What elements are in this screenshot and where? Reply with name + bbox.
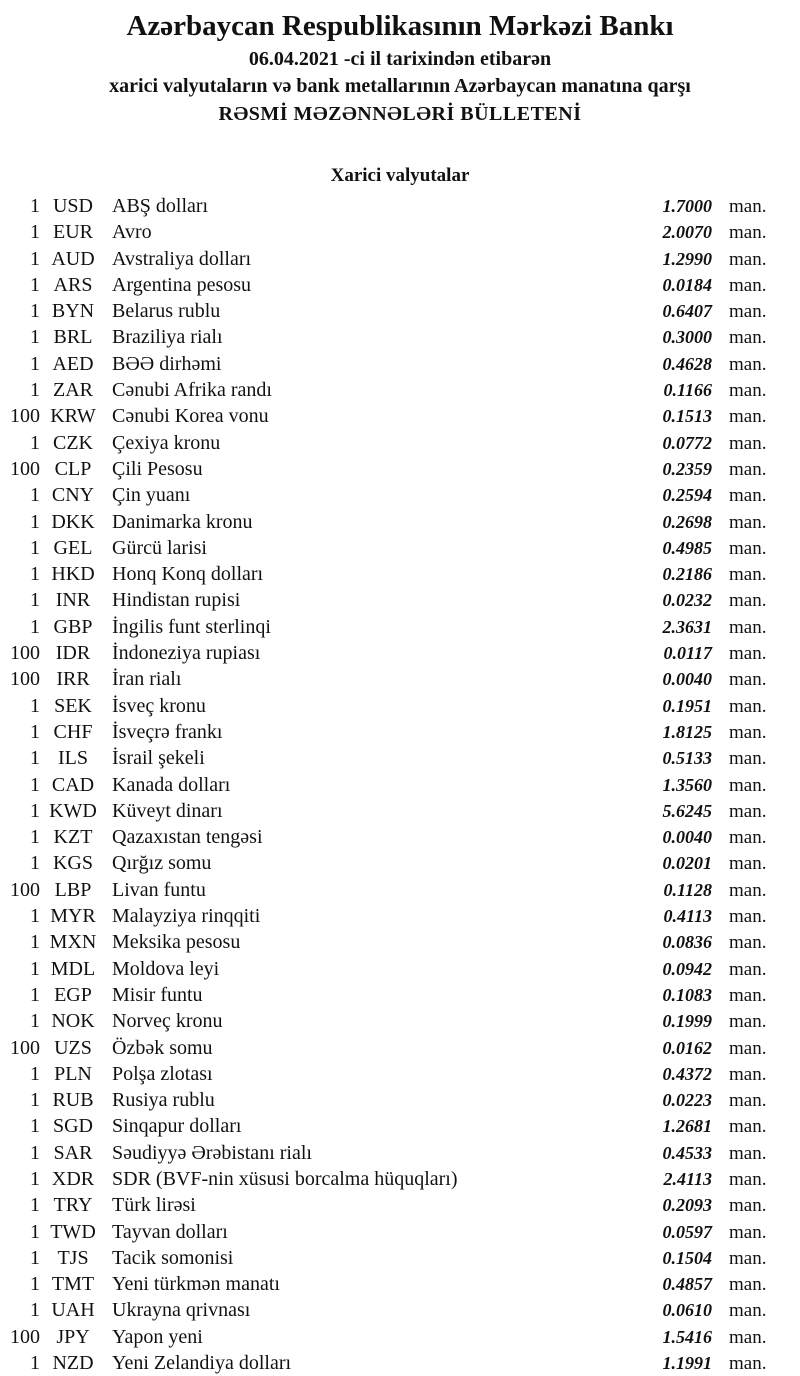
currency-code-cell: MDL bbox=[50, 957, 96, 980]
table-row bbox=[0, 1192, 800, 1218]
currency-name-cell: Livan funtu bbox=[112, 878, 206, 901]
unit-cell: man. bbox=[729, 643, 767, 665]
rate-value-cell: 0.2186 bbox=[662, 564, 712, 585]
currency-code-cell: XDR bbox=[51, 1167, 95, 1190]
currency-code-cell: TWD bbox=[50, 1220, 96, 1243]
rate-value-cell: 0.2698 bbox=[662, 511, 712, 532]
currency-name-cell: İsveç kronu bbox=[112, 694, 206, 717]
quantity-cell: 1 bbox=[30, 852, 40, 875]
table-row bbox=[0, 561, 800, 587]
unit-cell: man. bbox=[729, 590, 767, 612]
currency-code-cell: ILS bbox=[58, 747, 88, 770]
currency-name-cell: Özbək somu bbox=[112, 1036, 213, 1059]
currency-name-cell: Türk lirəsi bbox=[112, 1194, 196, 1217]
currency-name-cell: Ukrayna qrivnası bbox=[112, 1299, 251, 1322]
currency-code-cell: NZD bbox=[52, 1352, 94, 1375]
table-row bbox=[0, 1350, 800, 1376]
rate-value-cell: 0.4628 bbox=[662, 353, 712, 374]
currency-name-cell: Çin yuanı bbox=[112, 484, 191, 507]
unit-cell: man. bbox=[729, 800, 767, 822]
currency-name-cell: Sinqapur dolları bbox=[112, 1115, 242, 1138]
quantity-cell: 1 bbox=[30, 773, 40, 796]
currency-name-cell: Küveyt dinarı bbox=[112, 799, 223, 822]
currency-name-cell: Hindistan rupisi bbox=[112, 589, 241, 612]
currency-code-cell: CAD bbox=[51, 773, 95, 796]
unit-cell: man. bbox=[729, 1195, 767, 1217]
table-row bbox=[0, 850, 800, 876]
quantity-cell: 1 bbox=[30, 1352, 40, 1375]
table-row bbox=[0, 1087, 800, 1113]
rate-value-cell: 1.8125 bbox=[662, 721, 712, 742]
quantity-cell: 1 bbox=[30, 300, 40, 323]
currency-name-cell: İngilis funt sterlinqi bbox=[112, 615, 271, 638]
table-row bbox=[0, 1035, 800, 1061]
rate-value-cell: 0.0942 bbox=[662, 958, 712, 979]
quantity-cell: 1 bbox=[30, 694, 40, 717]
table-row bbox=[0, 640, 800, 666]
currency-code-cell: ZAR bbox=[53, 379, 93, 402]
currency-name-cell: Malayziya rinqqiti bbox=[112, 905, 261, 928]
rate-value-cell: 0.4985 bbox=[662, 537, 712, 558]
quantity-cell: 1 bbox=[30, 1220, 40, 1243]
rate-value-cell: 0.1513 bbox=[662, 406, 712, 427]
unit-cell: man. bbox=[729, 748, 767, 770]
rate-value-cell: 0.0610 bbox=[662, 1300, 712, 1321]
quantity-cell: 1 bbox=[30, 931, 40, 954]
unit-cell: man. bbox=[729, 380, 767, 402]
currency-name-cell: Qırğız somu bbox=[112, 852, 212, 875]
quantity-cell: 1 bbox=[30, 352, 40, 375]
currency-code-cell: AUD bbox=[51, 247, 95, 270]
rate-value-cell: 0.0040 bbox=[662, 827, 712, 848]
currency-name-cell: Səudiyyə Ərəbistanı rialı bbox=[112, 1141, 312, 1164]
currency-code-cell: KWD bbox=[49, 799, 97, 822]
currency-code-cell: KZT bbox=[53, 826, 93, 849]
quantity-cell: 1 bbox=[30, 326, 40, 349]
unit-cell: man. bbox=[729, 485, 767, 507]
currency-name-cell: ABŞ dolları bbox=[112, 195, 209, 217]
bank-name-title: Azərbaycan Respublikasının Mərkəzi Bankı bbox=[126, 10, 674, 42]
table-row bbox=[0, 219, 800, 245]
table-row bbox=[0, 745, 800, 771]
currency-code-cell: KRW bbox=[50, 405, 96, 428]
table-row bbox=[0, 903, 800, 929]
currency-code-cell: JPY bbox=[56, 1325, 90, 1348]
table-row bbox=[0, 403, 800, 429]
quantity-cell: 100 bbox=[10, 457, 40, 480]
unit-cell: man. bbox=[729, 1116, 767, 1138]
bulletin-title: RƏSMİ MƏZƏNNƏLƏRİ BÜLLETENİ bbox=[218, 103, 582, 125]
table-row bbox=[0, 535, 800, 561]
rates-table bbox=[0, 193, 800, 1376]
table-row bbox=[0, 1061, 800, 1087]
table-row bbox=[0, 1324, 800, 1350]
rate-value-cell: 1.7000 bbox=[662, 196, 712, 216]
currency-code-cell: CZK bbox=[53, 431, 93, 454]
table-row bbox=[0, 824, 800, 850]
table-row bbox=[0, 430, 800, 456]
currency-name-cell: İsveçrə frankı bbox=[112, 720, 223, 743]
unit-cell: man. bbox=[729, 1300, 767, 1322]
currency-code-cell: KGS bbox=[52, 852, 93, 875]
currency-code-cell: INR bbox=[55, 589, 91, 612]
rate-value-cell: 0.0836 bbox=[662, 932, 712, 953]
currency-name-cell: Norveç kronu bbox=[112, 1010, 223, 1033]
unit-cell: man. bbox=[729, 327, 767, 349]
unit-cell: man. bbox=[729, 669, 767, 691]
unit-cell: man. bbox=[729, 1168, 767, 1190]
rate-value-cell: 1.5416 bbox=[662, 1326, 712, 1347]
rate-value-cell: 0.1166 bbox=[663, 380, 712, 401]
unit-cell: man. bbox=[729, 511, 767, 533]
rate-value-cell: 0.0184 bbox=[662, 274, 712, 295]
table-row bbox=[0, 666, 800, 692]
currency-code-cell: IDR bbox=[55, 642, 91, 665]
unit-cell: man. bbox=[729, 695, 767, 717]
currency-code-cell: BYN bbox=[51, 300, 95, 323]
currency-code-cell: UAH bbox=[51, 1299, 95, 1322]
currency-code-cell: HKD bbox=[51, 563, 95, 586]
rate-value-cell: 0.1083 bbox=[662, 984, 712, 1005]
currency-code-cell: LBP bbox=[54, 878, 92, 901]
rate-value-cell: 1.2990 bbox=[662, 248, 712, 269]
currency-name-cell: Avro bbox=[112, 221, 152, 244]
table-row bbox=[0, 324, 800, 350]
rate-value-cell: 1.1991 bbox=[662, 1353, 712, 1374]
currency-code-cell: USD bbox=[52, 195, 93, 217]
quantity-cell: 1 bbox=[30, 1115, 40, 1138]
unit-cell: man. bbox=[729, 879, 767, 901]
currency-name-cell: Tacik somonisi bbox=[112, 1246, 234, 1269]
currency-code-cell: TMT bbox=[51, 1273, 95, 1296]
unit-cell: man. bbox=[729, 196, 767, 217]
table-row bbox=[0, 509, 800, 535]
unit-cell: man. bbox=[729, 248, 767, 270]
unit-cell: man. bbox=[729, 1090, 767, 1112]
quantity-cell: 1 bbox=[30, 983, 40, 1006]
rate-value-cell: 0.6407 bbox=[662, 301, 712, 322]
unit-cell: man. bbox=[729, 301, 767, 323]
currency-name-cell: SDR (BVF-nin xüsusi borcalma hüquqları) bbox=[112, 1167, 458, 1190]
unit-cell: man. bbox=[729, 222, 767, 244]
table-row bbox=[0, 1113, 800, 1139]
rate-value-cell: 0.2093 bbox=[662, 1195, 712, 1216]
rate-value-cell: 0.0232 bbox=[662, 590, 712, 611]
quantity-cell: 1 bbox=[30, 1273, 40, 1296]
rate-value-cell: 0.2359 bbox=[662, 458, 712, 479]
quantity-cell: 1 bbox=[30, 1194, 40, 1217]
quantity-cell: 100 bbox=[10, 878, 40, 901]
unit-cell: man. bbox=[729, 406, 767, 428]
currency-name-cell: İsrail şekeli bbox=[112, 747, 205, 770]
rate-value-cell: 0.4372 bbox=[662, 1063, 712, 1084]
quantity-cell: 1 bbox=[30, 247, 40, 270]
unit-cell: man. bbox=[729, 458, 767, 480]
quantity-cell: 1 bbox=[30, 1010, 40, 1033]
rate-value-cell: 0.1951 bbox=[662, 695, 712, 716]
unit-cell: man. bbox=[729, 274, 767, 296]
unit-cell: man. bbox=[729, 432, 767, 454]
currency-code-cell: AED bbox=[52, 352, 94, 375]
currency-code-cell: CLP bbox=[54, 457, 92, 480]
currency-name-cell: Gürcü larisi bbox=[112, 536, 207, 559]
unit-cell: man. bbox=[729, 1011, 767, 1033]
table-row bbox=[0, 456, 800, 482]
currency-name-cell: Yapon yeni bbox=[112, 1325, 203, 1348]
currency-name-cell: Qazaxıstan tengəsi bbox=[112, 826, 263, 849]
rate-value-cell: 0.4857 bbox=[662, 1274, 712, 1295]
table-row bbox=[0, 956, 800, 982]
currency-code-cell: UZS bbox=[54, 1036, 92, 1059]
currency-code-cell: CNY bbox=[51, 484, 95, 507]
unit-cell: man. bbox=[729, 1353, 767, 1375]
quantity-cell: 100 bbox=[10, 1325, 40, 1348]
rate-value-cell: 2.3631 bbox=[662, 616, 712, 637]
currency-name-cell: Misir funtu bbox=[112, 983, 203, 1006]
currency-code-cell: SAR bbox=[53, 1141, 93, 1164]
rate-value-cell: 0.0201 bbox=[662, 853, 712, 874]
currency-code-cell: ARS bbox=[53, 273, 93, 296]
unit-cell: man. bbox=[729, 984, 767, 1006]
quantity-cell: 1 bbox=[30, 905, 40, 928]
unit-cell: man. bbox=[729, 1247, 767, 1269]
currency-code-cell: SEK bbox=[54, 694, 92, 717]
rate-value-cell: 1.3560 bbox=[662, 774, 712, 795]
rate-value-cell: 0.1128 bbox=[663, 879, 712, 900]
table-row bbox=[0, 693, 800, 719]
currency-name-cell: BƏƏ dirhəmi bbox=[112, 352, 222, 375]
currency-name-cell: Meksika pesosu bbox=[112, 931, 241, 954]
quantity-cell: 1 bbox=[30, 720, 40, 743]
rate-value-cell: 2.0070 bbox=[662, 222, 712, 243]
quantity-cell: 100 bbox=[10, 642, 40, 665]
unit-cell: man. bbox=[729, 827, 767, 849]
rate-value-cell: 0.0040 bbox=[662, 669, 712, 690]
quantity-cell: 1 bbox=[30, 484, 40, 507]
unit-cell: man. bbox=[729, 958, 767, 980]
quantity-cell: 1 bbox=[30, 1299, 40, 1322]
currency-name-cell: İran rialı bbox=[112, 668, 182, 691]
quantity-cell: 1 bbox=[30, 1141, 40, 1164]
currency-code-cell: MXN bbox=[49, 931, 97, 954]
table-row bbox=[0, 298, 800, 324]
quantity-cell: 1 bbox=[30, 957, 40, 980]
currency-name-cell: Honq Konq dolları bbox=[112, 563, 264, 586]
quantity-cell: 100 bbox=[10, 668, 40, 691]
currency-name-cell: İndoneziya rupiası bbox=[112, 642, 261, 665]
currency-code-cell: IRR bbox=[56, 668, 90, 691]
rate-value-cell: 2.4113 bbox=[663, 1168, 712, 1189]
table-row bbox=[0, 798, 800, 824]
quantity-cell: 100 bbox=[10, 405, 40, 428]
currency-code-cell: BRL bbox=[53, 326, 93, 349]
currency-name-cell: Moldova leyi bbox=[112, 957, 220, 980]
currency-name-cell: Argentina pesosu bbox=[112, 273, 252, 296]
currency-name-cell: Cənubi Afrika randı bbox=[112, 379, 272, 402]
quantity-cell: 1 bbox=[30, 799, 40, 822]
quantity-cell: 1 bbox=[30, 1062, 40, 1085]
currency-code-cell: TRY bbox=[53, 1194, 93, 1217]
table-row bbox=[0, 1219, 800, 1245]
unit-cell: man. bbox=[729, 774, 767, 796]
quantity-cell: 1 bbox=[30, 1167, 40, 1190]
quantity-cell: 1 bbox=[30, 589, 40, 612]
quantity-cell: 1 bbox=[30, 195, 40, 217]
currency-name-cell: Danimarka kronu bbox=[112, 510, 253, 533]
table-row bbox=[0, 1297, 800, 1323]
rate-value-cell: 0.0117 bbox=[663, 643, 712, 664]
effective-date-line: 06.04.2021 -ci il tarixindən etibarən bbox=[248, 48, 552, 70]
currency-name-cell: Rusiya rublu bbox=[112, 1089, 215, 1112]
table-row bbox=[0, 1008, 800, 1034]
unit-cell: man. bbox=[729, 1221, 767, 1243]
unit-cell: man. bbox=[729, 906, 767, 928]
currency-name-cell: Yeni Zelandiya dolları bbox=[112, 1352, 292, 1375]
quantity-cell: 1 bbox=[30, 1089, 40, 1112]
table-row bbox=[0, 377, 800, 403]
currency-code-cell: CHF bbox=[53, 720, 93, 743]
currency-code-cell: RUB bbox=[52, 1089, 94, 1112]
rate-value-cell: 0.5133 bbox=[662, 748, 712, 769]
currency-name-cell: Avstraliya dolları bbox=[112, 247, 252, 270]
rate-value-cell: 0.3000 bbox=[662, 327, 712, 348]
quantity-cell: 1 bbox=[30, 747, 40, 770]
currency-name-cell: Çexiya kronu bbox=[112, 431, 221, 454]
table-row bbox=[0, 351, 800, 377]
currency-code-cell: DKK bbox=[51, 510, 95, 533]
table-row bbox=[0, 982, 800, 1008]
unit-cell: man. bbox=[729, 932, 767, 954]
quantity-cell: 1 bbox=[30, 615, 40, 638]
table-row bbox=[0, 772, 800, 798]
table-row bbox=[0, 614, 800, 640]
table-row bbox=[0, 719, 800, 745]
unit-cell: man. bbox=[729, 1063, 767, 1085]
currency-code-cell: PLN bbox=[54, 1062, 92, 1085]
currency-code-cell: EGP bbox=[54, 983, 92, 1006]
currency-name-cell: Polşa zlotası bbox=[112, 1062, 213, 1085]
unit-cell: man. bbox=[729, 1326, 767, 1348]
quantity-cell: 1 bbox=[30, 431, 40, 454]
unit-cell: man. bbox=[729, 564, 767, 586]
quantity-cell: 1 bbox=[30, 826, 40, 849]
currency-name-cell: Tayvan dolları bbox=[112, 1220, 228, 1243]
rate-value-cell: 5.6245 bbox=[662, 800, 712, 821]
currency-name-cell: Braziliya rialı bbox=[112, 326, 223, 349]
table-row bbox=[0, 1271, 800, 1297]
unit-cell: man. bbox=[729, 721, 767, 743]
quantity-cell: 1 bbox=[30, 510, 40, 533]
unit-cell: man. bbox=[729, 616, 767, 638]
rate-value-cell: 0.1504 bbox=[662, 1247, 712, 1268]
currency-code-cell: TJS bbox=[57, 1246, 89, 1269]
rate-value-cell: 0.0772 bbox=[662, 432, 712, 453]
currency-code-cell: SGD bbox=[52, 1115, 93, 1138]
currency-name-cell: Yeni türkmən manatı bbox=[112, 1273, 280, 1296]
rate-value-cell: 0.4533 bbox=[662, 1142, 712, 1163]
unit-cell: man. bbox=[729, 537, 767, 559]
unit-cell: man. bbox=[729, 353, 767, 375]
section-title-foreign-currencies: Xarici valyutalar bbox=[330, 165, 470, 186]
currency-code-cell: MYR bbox=[50, 905, 96, 928]
quantity-cell: 1 bbox=[30, 1246, 40, 1269]
currency-name-cell: Belarus rublu bbox=[112, 300, 221, 323]
rate-value-cell: 0.4113 bbox=[663, 906, 712, 927]
table-row bbox=[0, 482, 800, 508]
bulletin-header bbox=[0, 0, 800, 128]
unit-cell: man. bbox=[729, 853, 767, 875]
currency-name-cell: Çili Pesosu bbox=[112, 457, 203, 480]
table-row bbox=[0, 1245, 800, 1271]
currency-code-cell: GEL bbox=[53, 536, 93, 559]
currency-name-cell: Cənubi Korea vonu bbox=[112, 405, 269, 428]
rate-value-cell: 0.0223 bbox=[662, 1090, 712, 1111]
table-row bbox=[0, 587, 800, 613]
unit-cell: man. bbox=[729, 1037, 767, 1059]
rate-value-cell: 0.0162 bbox=[662, 1037, 712, 1058]
unit-cell: man. bbox=[729, 1274, 767, 1296]
table-row bbox=[0, 1140, 800, 1166]
rate-value-cell: 0.0597 bbox=[662, 1221, 712, 1242]
quantity-cell: 1 bbox=[30, 379, 40, 402]
bulletin-subtitle: xarici valyutaların və bank metallarının Azərbaycan manatına qarşı bbox=[109, 75, 691, 97]
quantity-cell: 1 bbox=[30, 536, 40, 559]
quantity-cell: 1 bbox=[30, 221, 40, 244]
quantity-cell: 1 bbox=[30, 563, 40, 586]
currency-code-cell: NOK bbox=[51, 1010, 95, 1033]
rate-value-cell: 1.2681 bbox=[662, 1116, 712, 1137]
table-row bbox=[0, 272, 800, 298]
rate-value-cell: 0.1999 bbox=[662, 1011, 712, 1032]
rate-value-cell: 0.2594 bbox=[662, 485, 712, 506]
currency-name-cell: Kanada dolları bbox=[112, 773, 231, 796]
table-row bbox=[0, 1166, 800, 1192]
table-row bbox=[0, 929, 800, 955]
table-row bbox=[0, 877, 800, 903]
quantity-cell: 1 bbox=[30, 273, 40, 296]
table-row bbox=[0, 246, 800, 272]
quantity-cell: 100 bbox=[10, 1036, 40, 1059]
unit-cell: man. bbox=[729, 1142, 767, 1164]
currency-code-cell: EUR bbox=[53, 221, 93, 244]
currency-code-cell: GBP bbox=[53, 615, 93, 638]
table-row bbox=[0, 193, 800, 219]
